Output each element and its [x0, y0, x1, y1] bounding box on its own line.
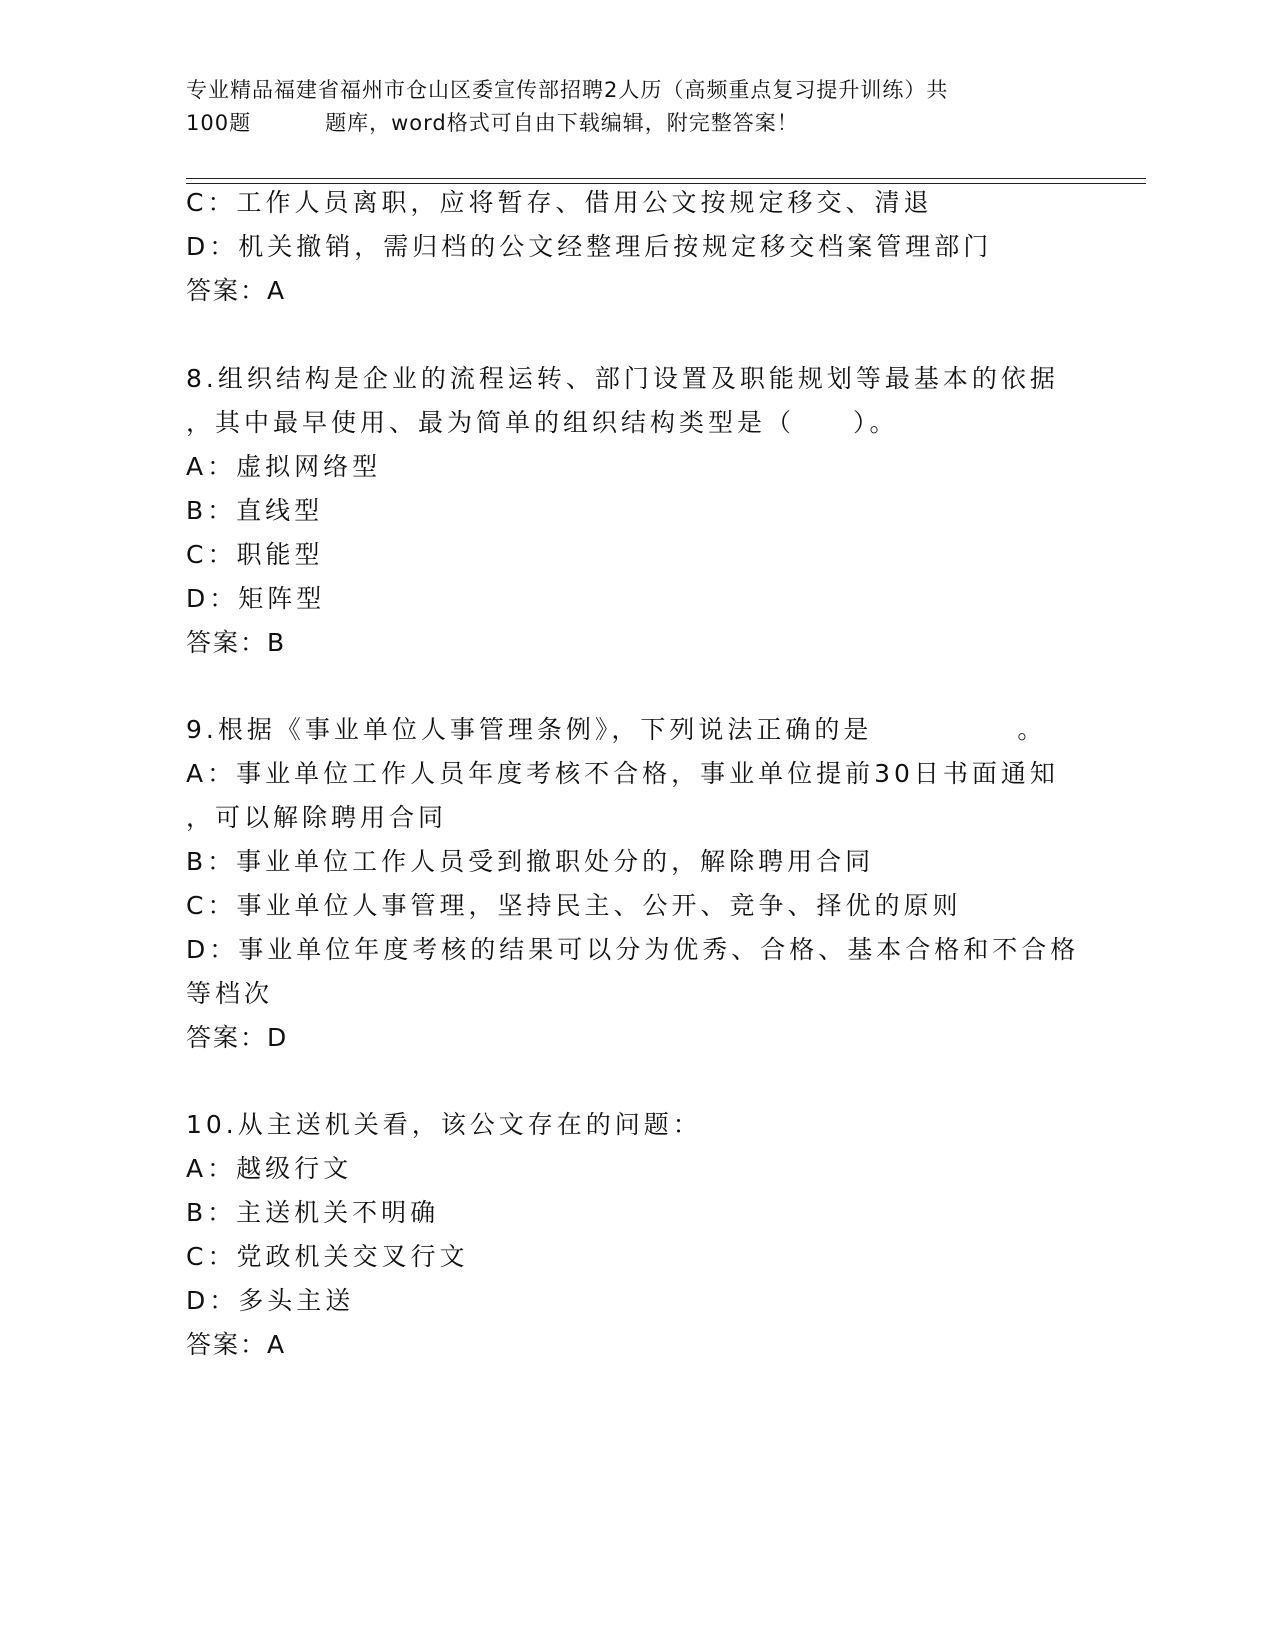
q9-option-b: B：事业单位工作人员受到撤职处分的，解除聘用合同: [186, 847, 875, 876]
q9-option-a-line-2: ，可以解除聘用合同: [186, 803, 448, 832]
header-title-line-1: 专业精品福建省福州市仓山区委宣传部招聘2人历（高频重点复习提升训练）共: [186, 78, 949, 102]
header-description: 题库，word格式可自由下载编辑，附完整答案！: [325, 111, 799, 135]
document-header: [186, 74, 1066, 140]
q8-option-c: C：职能型: [186, 540, 324, 569]
q7-answer: 答案：A: [186, 276, 287, 305]
q8-option-d: D：矩阵型: [186, 584, 326, 613]
q10-option-b: B：主送机关不明确: [186, 1198, 440, 1227]
q8-stem-line-2: ，其中最早使用、最为简单的组织结构类型是（ ）。: [186, 408, 899, 437]
q9-option-c: C：事业单位人事管理，坚持民主、公开、竞争、择优的原则: [186, 891, 962, 920]
q9-stem: 9.根据《事业单位人事管理条例》，下列说法正确的是 。: [186, 715, 1047, 744]
header-title-line-2: [186, 107, 1066, 140]
q10-option-d: D：多头主送: [186, 1286, 355, 1315]
q7-option-c: C：工作人员离职，应将暂存、借用公文按规定移交、清退: [186, 188, 933, 217]
q8-option-a: A：虚拟网络型: [186, 452, 382, 481]
q9-option-d-line-1: D：事业单位年度考核的结果可以分为优秀、合格、基本合格和不合格: [186, 935, 1080, 964]
q9-answer: 答案：D: [186, 1023, 289, 1052]
q9-option-d-line-2: 等档次: [186, 979, 274, 1008]
header-divider-top: [186, 178, 1146, 179]
q9-option-a-line-1: A：事业单位工作人员年度考核不合格，事业单位提前30日书面通知: [186, 759, 1059, 788]
q10-stem: 10.从主送机关看，该公文存在的问题：: [186, 1110, 702, 1139]
q7-option-d: D：机关撤销，需归档的公文经整理后按规定移交档案管理部门: [186, 232, 993, 261]
q8-option-b: B：直线型: [186, 496, 324, 525]
q8-stem-line-1: 8.组织结构是企业的流程运转、部门设置及职能规划等最基本的依据: [186, 364, 1059, 393]
q10-option-a: A：越级行文: [186, 1154, 353, 1183]
header-question-count: 100题: [186, 111, 252, 135]
q8-answer: 答案：B: [186, 628, 287, 657]
header-divider-bottom: [186, 183, 1146, 184]
q10-answer: 答案：A: [186, 1330, 287, 1359]
q10-option-c: C：党政机关交叉行文: [186, 1242, 469, 1271]
